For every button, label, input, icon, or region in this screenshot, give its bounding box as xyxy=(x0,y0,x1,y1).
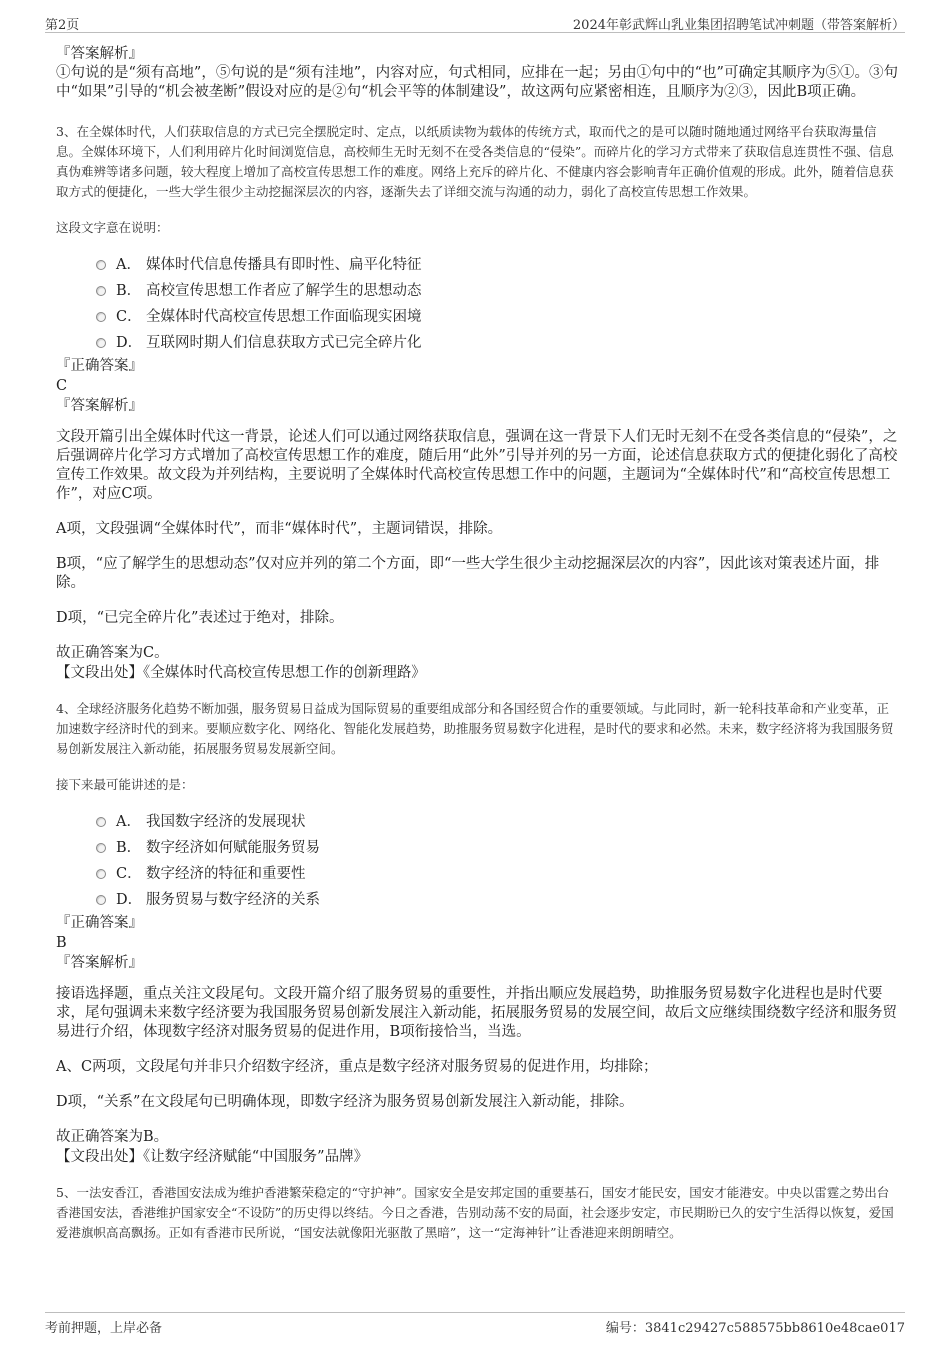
q3-option-d[interactable]: D． 互联网时期人们信息获取方式已完全碎片化 xyxy=(96,330,898,356)
q3-analysis-3: B项，“应了解学生的思想动态”仅对应并列的第二个方面，即“一些大学生很少主动挖掘深层次的内容”，因此该对策表述片面，排除。 xyxy=(56,556,880,591)
q4-option-c[interactable]: C． 数字经济的特征和重要性 xyxy=(96,861,898,887)
q4-analysis-1: 接语选择题，重点关注文段尾句。文段开篇介绍了服务贸易的重要性，并指出顺应发展趋势，助推服务贸易数字化进程也是时代要求，尾句强调未来数字经济要为我国服务贸易创新发展注入新动能，拓展服务贸易的发展空间，故后文应继续围绕数字经济和服务贸易进行介绍，体现数字经济对服务贸易的促进作用，B项衔接恰当，当选。 xyxy=(56,986,897,1040)
page-content xyxy=(56,44,898,1243)
page-number: 第2页 xyxy=(45,18,80,33)
footer-slogan: 考前押题，上岸必备 xyxy=(45,1321,163,1336)
q4-option-d[interactable]: D． 服务贸易与数字经济的关系 xyxy=(96,887,898,913)
radio-icon[interactable] xyxy=(96,260,106,270)
q3-analysis-5: 故正确答案为C。 xyxy=(56,645,169,661)
radio-icon[interactable] xyxy=(96,312,106,322)
q3-stem: 3、在全媒体时代，人们获取信息的方式已完全摆脱定时、定点，以纸质读物为载体的传统方式，取而代之的是可以随时随地通过网络平台获取海量信息。全媒体环境下，人们利用碎片化时间浏览信息，高校师生无时无刻不在受各类信息的“侵染”。而碎片化的学习方式带来了获取信息连贯性不强、信息真伪难辨等诸多问题，较大程度上增加了高校宣传思想工作的难度。网络上充斥的碎片化、不健康内容会影响青年正确价值观的形成。此外，随着信息获取方式的便捷化，一些大学生很少主动挖掘深层次的内容，逐渐失去了详细交流与沟通的动力，弱化了高校宣传思想工作效果。 xyxy=(56,124,894,199)
q3-analysis-label: 『答案解析』 xyxy=(56,398,143,414)
radio-icon[interactable] xyxy=(96,895,106,905)
q4-option-b[interactable]: B． 数字经济如何赋能服务贸易 xyxy=(96,835,898,861)
q3-answer-label: 『正确答案』 xyxy=(56,358,143,374)
q3-prompt: 这段文字意在说明： xyxy=(56,220,169,235)
q2-analysis-text: ①句说的是“须有高地”，⑤句说的是“须有洼地”，内容对应，句式相同，应排在一起；另由①句中的“也”可确定其顺序为⑤①。③句中“如果”引导的“机会被垄断”假设对应的是②句“机会平等的体制建设”，故这两句应紧密相连，且顺序为②③，因此B项正确。 xyxy=(56,65,898,100)
radio-icon[interactable] xyxy=(96,338,106,348)
q4-analysis-3: D项，“关系”在文段尾句已明确体现，即数字经济为服务贸易创新发展注入新动能，排除。 xyxy=(56,1094,634,1110)
q4-answer: B xyxy=(56,935,67,951)
radio-icon[interactable] xyxy=(96,843,106,853)
q4-source: 【文段出处】《让数字经济赋能“中国服务”品牌》 xyxy=(56,1149,369,1165)
q3-option-c[interactable]: C． 全媒体时代高校宣传思想工作面临现实困境 xyxy=(96,304,898,330)
q4-answer-label: 『正确答案』 xyxy=(56,915,143,931)
q4-analysis-label: 『答案解析』 xyxy=(56,955,143,971)
q5-stem: 5、一法安香江，香港国安法成为维护香港繁荣稳定的“守护神”。国家安全是安邦定国的重要基石，国安才能民安，国安才能港安。中央以雷霆之势出台香港国安法，香港维护国家安全“不设防”的历史得以终结。今日之香港，告别动荡不安的局面，社会逐步安定，市民期盼已久的安宁生活得以恢复，爱国爱港旗帜高高飘扬。正如有香港市民所说，“国安法就像阳光驱散了黑暗”，这一“定海神针”让香港迎来朗朗晴空。 xyxy=(56,1185,894,1240)
radio-icon[interactable] xyxy=(96,817,106,827)
q3-option-b[interactable]: B． 高校宣传思想工作者应了解学生的思想动态 xyxy=(96,278,898,304)
document-code: 编号：3841c29427c588575bb8610e48cae017 xyxy=(605,1321,905,1336)
q3-options xyxy=(96,252,898,356)
q3-analysis-2: A项，文段强调“全媒体时代”，而非“媒体时代”，主题词错误，排除。 xyxy=(56,521,503,537)
q3-analysis-4: D项，“已完全碎片化”表述过于绝对，排除。 xyxy=(56,610,344,626)
q3-analysis-1: 文段开篇引出全媒体时代这一背景，论述人们可以通过网络获取信息，强调在这一背景下人们无时无刻不在受各类信息的“侵染”，之后强调碎片化学习方式增加了高校宣传思想工作的难度，随后用“此外”引导并列的另一方面，论述信息获取方式的便捷化弱化了高校宣传工作效果。故文段为并列结构，主要说明了全媒体时代高校宣传思想工作中的问题，主题词为“全媒体时代”和“高校宣传思想工作”，对应C项。 xyxy=(56,429,898,502)
page-header xyxy=(45,10,905,33)
radio-icon[interactable] xyxy=(96,286,106,296)
q3-option-a[interactable]: A． 媒体时代信息传播具有即时性、扁平化特征 xyxy=(96,252,898,278)
q4-options xyxy=(96,809,898,913)
q4-stem: 4、全球经济服务化趋势不断加强，服务贸易日益成为国际贸易的重要组成部分和各国经贸合作的重要领域。与此同时，新一轮科技革命和产业变革，正加速数字经济时代的到来。要顺应数字化、网络化、智能化发展趋势，助推服务贸易数字化进程，是时代的要求和必然。未来，数字经济将为我国服务贸易创新发展注入新动能，拓展服务贸易发展新空间。 xyxy=(56,701,894,756)
page-footer xyxy=(45,1312,905,1337)
q3-answer: C xyxy=(56,378,68,394)
q4-analysis-2: A、C两项，文段尾句并非只介绍数字经济，重点是数字经济对服务贸易的促进作用，均排除； xyxy=(56,1059,658,1075)
radio-icon[interactable] xyxy=(96,869,106,879)
q4-option-a[interactable]: A． 我国数字经济的发展现状 xyxy=(96,809,898,835)
document-title: 2024年彰武辉山乳业集团招聘笔试冲刺题（带答案解析） xyxy=(572,18,905,33)
q3-source: 【文段出处】《全媒体时代高校宣传思想工作的创新理路》 xyxy=(56,665,426,681)
q4-prompt: 接下来最可能讲述的是： xyxy=(56,777,194,792)
q2-analysis-label: 『答案解析』 xyxy=(56,46,143,62)
q4-analysis-4: 故正确答案为B。 xyxy=(56,1129,169,1145)
